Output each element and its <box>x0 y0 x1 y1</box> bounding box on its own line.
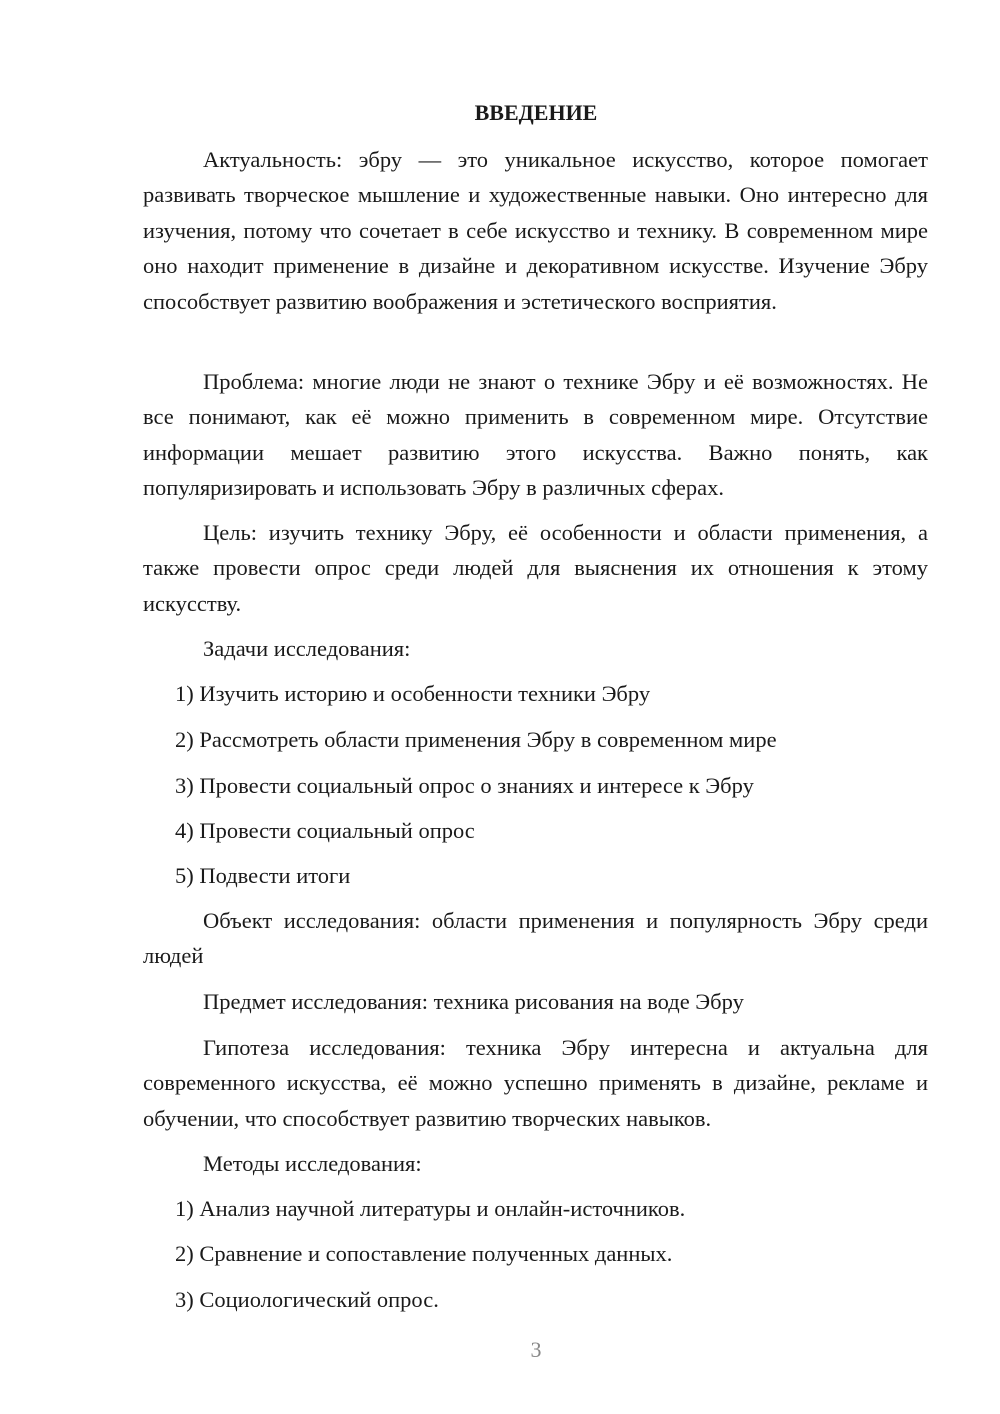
goal-paragraph: Цель: изучить технику Эбру, её особенности и области применения, а также провести опрос среди людей для выяснения их отношения к этому искусству. <box>143 520 928 616</box>
page-title: ВВЕДЕНИЕ <box>474 100 598 125</box>
task-item: 2) Рассмотреть области применения Эбру в современном мире <box>175 727 777 752</box>
method-item: 1) Анализ научной литературы и онлайн-источников. <box>175 1196 686 1221</box>
hypothesis-paragraph: Гипотеза исследования: техника Эбру интересна и актуальна для современного искусства, её можно успешно применять в дизайне, рекламе и обучении, что способствует развитию творческих навыков. <box>143 1035 928 1131</box>
relevance-paragraph: Актуальность: эбру — это уникальное искусство, которое помогает развивать творческое мышление и художественные навыки. Оно интересно для изучения, потому что сочетает в себе искусство и технику. В современном мире оно находит применение в дизайне и декоративном искусстве. Изучение Эбру способствует развитию воображения и эстетического восприятия. <box>143 147 928 314</box>
methods-heading: Методы исследования: <box>203 1151 422 1176</box>
task-item: 4) Провести социальный опрос <box>175 818 475 843</box>
task-item: 5) Подвести итоги <box>175 863 351 888</box>
task-item: 1) Изучить историю и особенности техники Эбру <box>175 681 651 706</box>
subject-paragraph: Предмет исследования: техника рисования на воде Эбру <box>203 989 744 1014</box>
task-item: 3) Провести социальный опрос о знаниях и интересе к Эбру <box>175 773 754 798</box>
problem-paragraph: Проблема: многие люди не знают о технике Эбру и её возможностях. Не все понимают, как её можно применить в современном мире. Отсутствие информации мешает развитию этого искусства. Важно понять, как популяризировать и использовать Эбру в различных сферах. <box>143 369 928 501</box>
method-item: 3) Социологический опрос. <box>175 1287 439 1312</box>
object-paragraph: Объект исследования: области применения и популярность Эбру среди людей <box>143 908 928 969</box>
method-item: 2) Сравнение и сопоставление полученных данных. <box>175 1241 673 1266</box>
page-number: 3 <box>530 1337 542 1362</box>
tasks-heading: Задачи исследования: <box>203 636 411 661</box>
